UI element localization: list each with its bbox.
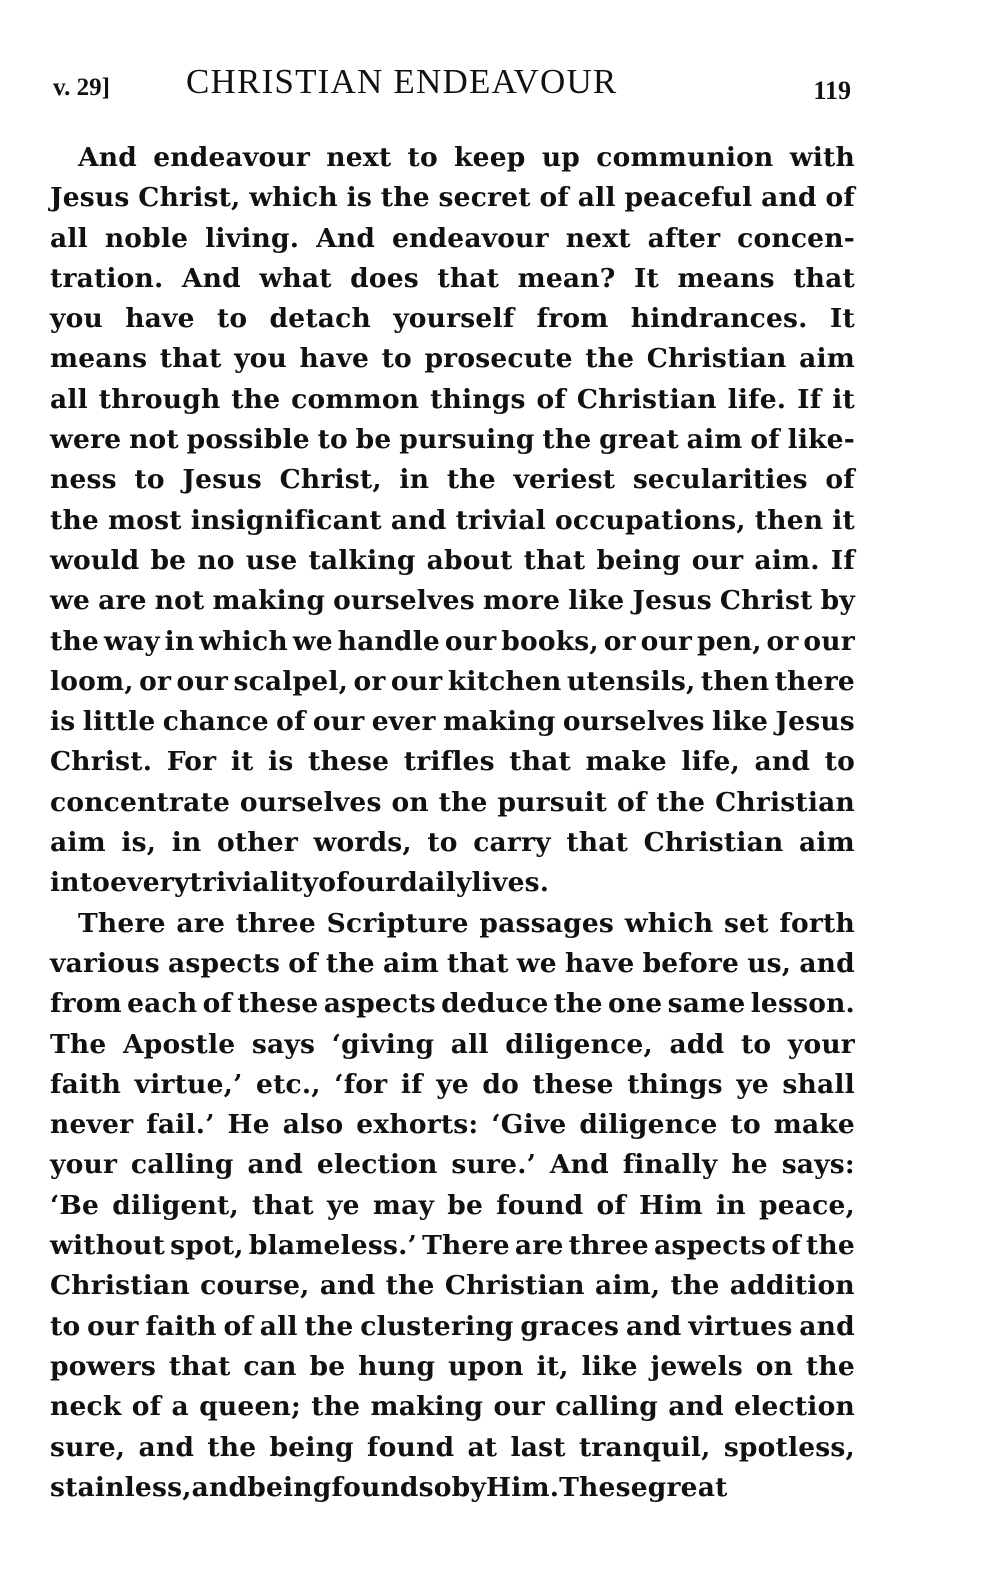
text-line: ‘Be diligent, that ye may be found of Him in peace,	[50, 1189, 855, 1221]
text-line: your calling and election sure.’ And finally he says:	[50, 1149, 855, 1181]
text-line: Christian course, and the Christian aim, the addition	[50, 1270, 855, 1302]
text-line: There are three Scripture passages which set forth	[78, 907, 855, 939]
text-line: means that you have to prosecute the Christian aim	[50, 343, 855, 375]
text-line: Jesus Christ, which is the secret of all peaceful and of	[50, 182, 855, 214]
text-line: faith virtue,’ etc., ‘for if ye do these things ye shall	[50, 1068, 855, 1100]
text-line: never fail.’ He also exhorts: ‘Give diligence to make	[50, 1109, 855, 1141]
text-line: the way in which we handle our books, or our pen, or our	[50, 625, 855, 657]
text-line: neck of a queen; the making our calling and election	[50, 1391, 855, 1423]
text-line: would be no use talking about that being our aim. If	[50, 544, 855, 576]
text-line: all noble living. And endeavour next after concen-	[50, 222, 855, 254]
text-line: sure, and the being found at last tranquil, spotless,	[50, 1431, 855, 1463]
book-page	[50, 58, 855, 1508]
text-line: And endeavour next to keep up communion with	[78, 142, 855, 173]
page-number: 119	[813, 76, 851, 105]
running-title: CHRISTIAN ENDEAVOUR	[186, 62, 618, 101]
text-line: to our faith of all the clustering graces and virtues and	[50, 1310, 855, 1342]
verse-reference: v. 29]	[53, 74, 110, 101]
text-line: loom, or our scalpel, or our kitchen utensils, then there	[50, 665, 855, 697]
text-line: aim is, in other words, to carry that Christian aim	[50, 827, 855, 859]
paragraph	[50, 904, 855, 1508]
text-line: ness to Jesus Christ, in the veriest secularities of	[50, 464, 855, 496]
text-line: into every triviality of our daily lives.	[50, 867, 550, 899]
running-head	[50, 58, 855, 110]
text-line: is little chance of our ever making ourselves like Jesus	[50, 706, 855, 738]
text-line: various aspects of the aim that we have before us, and	[50, 947, 855, 979]
text-line: you have to detach yourself from hindrances. It	[50, 303, 855, 335]
text-line: all through the common things of Christian life. If it	[50, 383, 855, 415]
text-line: tration. And what does that mean? It means that	[50, 262, 855, 294]
text-line: stainless, and being found so by Him. These great	[50, 1471, 728, 1503]
text-line: from each of these aspects deduce the one same lesson.	[50, 988, 855, 1020]
text-line: The Apostle says ‘giving all diligence, add to your	[50, 1028, 855, 1060]
text-line: without spot, blameless.’ There are three aspects of the	[50, 1230, 855, 1262]
text-line: were not possible to be pursuing the great aim of like-	[50, 424, 855, 456]
text-line: powers that can be hung upon it, like jewels on the	[50, 1350, 855, 1382]
text-line: concentrate ourselves on the pursuit of the Christian	[50, 786, 855, 818]
body-text	[50, 138, 855, 1508]
text-line: Christ. For it is these trifles that make life, and to	[50, 746, 855, 778]
text-line: the most insignificant and trivial occupations, then it	[50, 504, 855, 536]
paragraph	[50, 138, 855, 904]
text-line: we are not making ourselves more like Jesus Christ by	[50, 585, 855, 617]
